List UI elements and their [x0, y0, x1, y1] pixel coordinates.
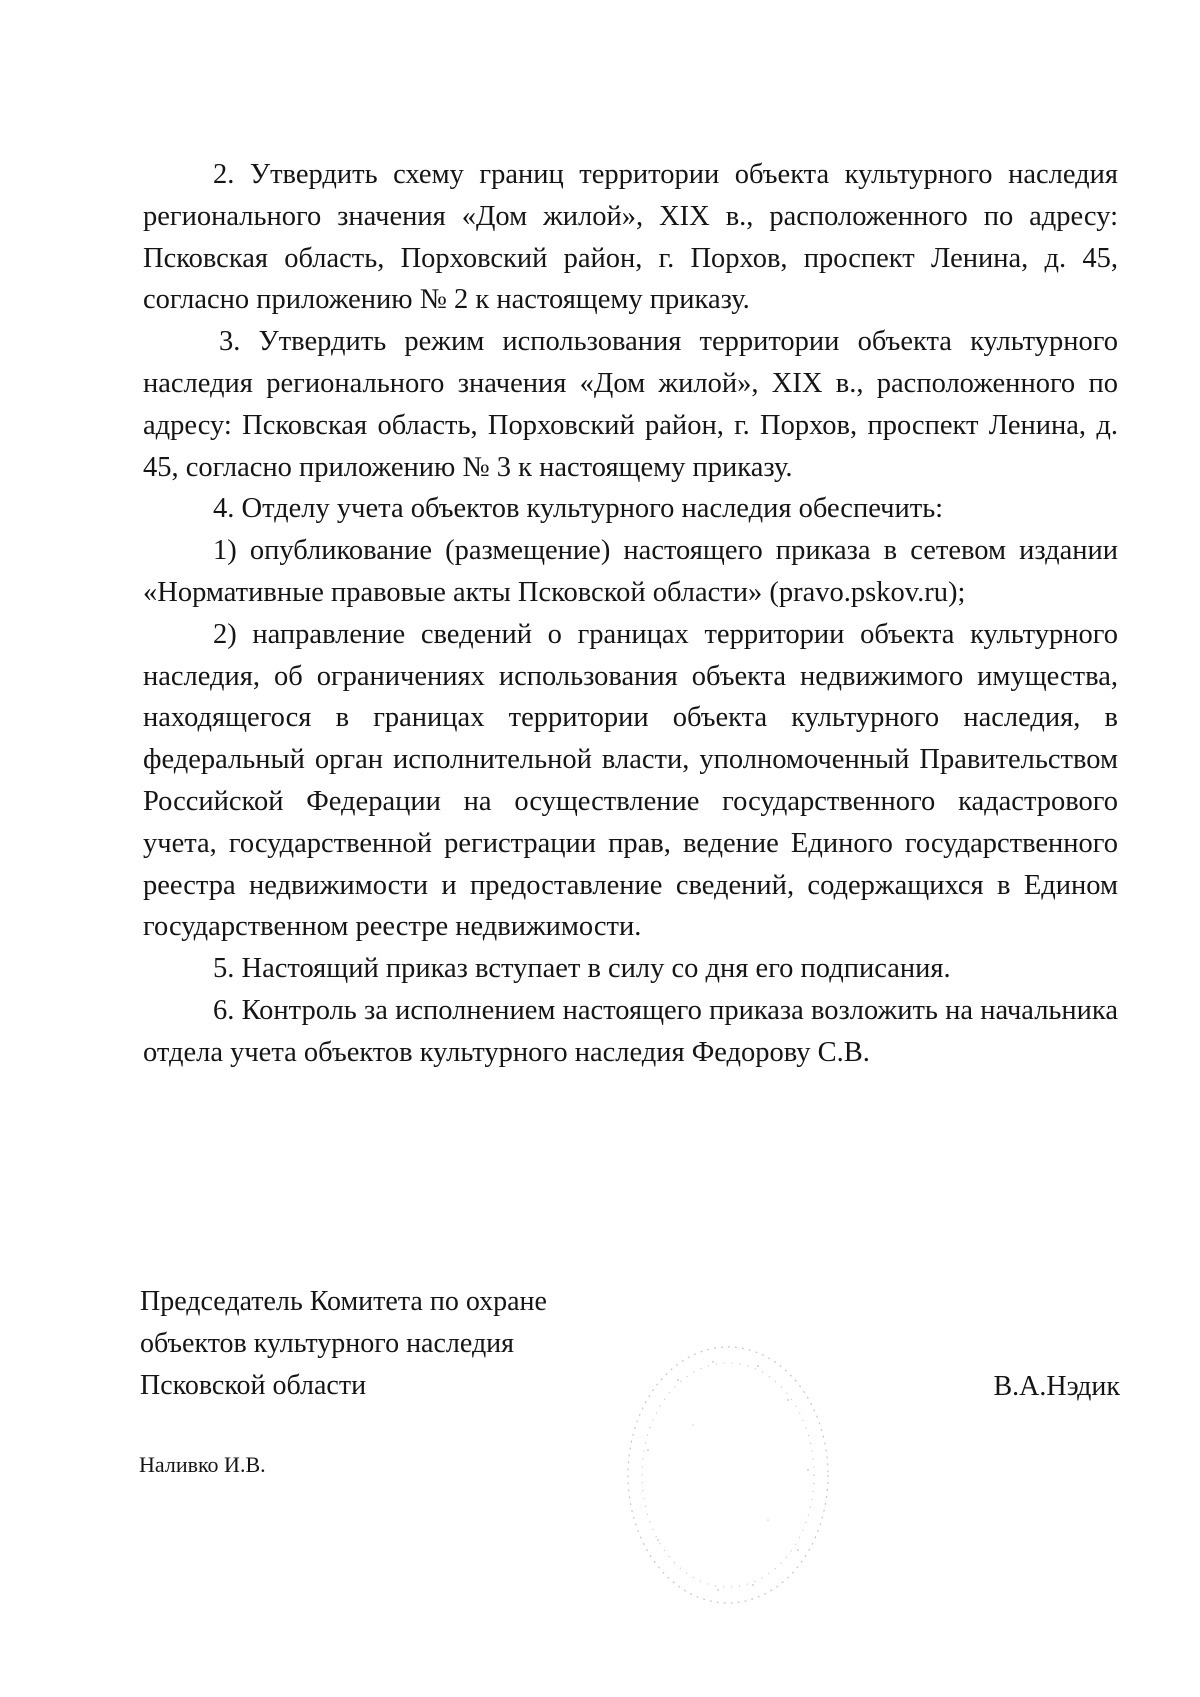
paragraph-item-4: 4. Отделу учета объектов культурного наследия обеспечить:	[213, 493, 944, 525]
paragraph-item-2: 2. Утвердить схему границ территории объекта культурного наследия регионального значения «Дом жилой», XIX в., расположенного по адресу: Псковская область, Порховский район, г. Порхов, проспект Ленина, д. 45, согласно приложению № 2 к настоящему приказу.	[143, 159, 1118, 316]
paragraph-subitem-2: 2) направление сведений о границах территории объекта культурного наследия, об ограничениях использования объекта недвижимого имущества, находящегося в границах территории объекта культурного наследия, в федеральный орган исполнительной власти, уполномоченный Правительством Российской Федерации на осуществление государственного кадастрового учета, государственной регистрации прав, ведение Единого государственного реестра недвижимости и предоставление сведений, содержащихся в Едином государственном реестре недвижимости.	[143, 618, 1118, 943]
signer-position	[140, 1281, 640, 1407]
signer-name: В.А.Нэдик	[993, 1371, 1120, 1402]
document-body	[143, 154, 1118, 1074]
paragraph-item-5: 5. Настоящий приказ вступает в силу со дня его подписания.	[213, 953, 951, 985]
executor-name: Наливко И.В.	[139, 1452, 266, 1477]
paragraph-item-6: 6. Контроль за исполнением настоящего приказа возложить на начальника отдела учета объектов культурного наследия Федорову С.В.	[143, 994, 1118, 1068]
paragraph-item-3: 3. Утвердить режим использования территории объекта культурного наследия регионального значения «Дом жилой», XIX в., расположенного по адресу: Псковская область, Порховский район, г. Порхов, проспект Ленина, д. 45, согласно приложению № 3 к настоящему приказу.	[143, 326, 1118, 483]
faded-seal-stamp-icon	[618, 1340, 838, 1610]
signer-position-line: Председатель Комитета по охране	[140, 1286, 547, 1317]
paragraph-subitem-1: 1) опубликование (размещение) настоящего приказа в сетевом издании «Нормативные правовые акты Псковской области» (pravo.pskov.ru);	[143, 535, 1118, 608]
signer-position-line: объектов культурного наследия	[140, 1328, 515, 1359]
signer-position-line: Псковской области	[140, 1370, 367, 1401]
